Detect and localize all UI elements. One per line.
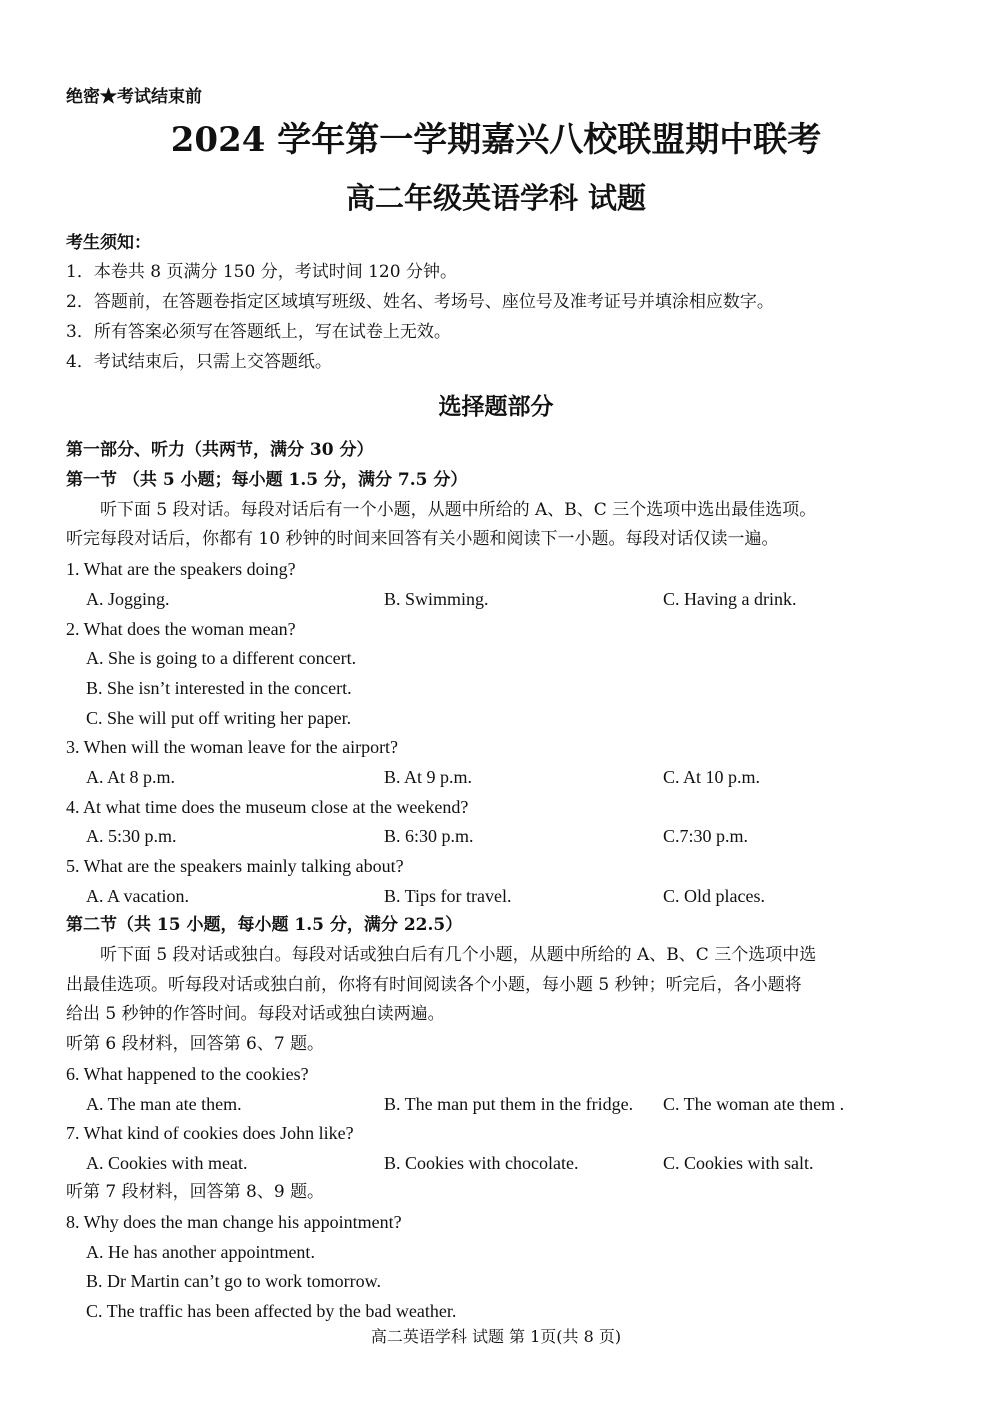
notice-item: 2．答题前，在答题卷指定区域填写班级、姓名、考场号、座位号及准考证号并填涂相应数字。 [66, 292, 774, 312]
section1-instructions: 听下面 5 段对话。每段对话后有一个小题，从题中所给的 A、B、C 三个选项中选出最佳选项。 [100, 500, 817, 520]
option-c: C. Cookies with salt. [663, 1153, 814, 1173]
exam-title: 2024 学年第一学期嘉兴八校联盟期中联考 [170, 120, 822, 160]
section2-instructions: 给出 5 秒钟的作答时间。每段对话或独白读两遍。 [66, 1004, 445, 1024]
exam-subtitle: 高二年级英语学科 试题 [345, 181, 647, 215]
section2-instructions: 出最佳选项。听每段对话或独白前，你将有时间阅读各个小题，每小题 5 秒钟；听完后，各小题将 [66, 975, 802, 995]
section-title: 选择题部分 [438, 393, 554, 420]
option-c: C. At 10 p.m. [663, 767, 761, 787]
option-a: A. The man ate them. [86, 1094, 242, 1114]
option-b: B. Cookies with chocolate. [384, 1153, 579, 1173]
question-4: 4. At what time does the museum close at the weekend? [66, 797, 469, 817]
option-c: C. Having a drink. [663, 589, 797, 609]
question-5: 5. What are the speakers mainly talking about? [66, 856, 404, 876]
question-3: 3. When will the woman leave for the airport? [66, 737, 399, 757]
option-c: C. The woman ate them . [663, 1094, 845, 1114]
confidential-label: 绝密★考试结束前 [66, 87, 202, 107]
option-a: A. At 8 p.m. [86, 767, 176, 787]
option-a: A. A vacation. [86, 886, 189, 906]
option-b: B. Tips for travel. [384, 886, 512, 906]
option-a: A. She is going to a different concert. [86, 648, 357, 668]
option-c: C. Old places. [663, 886, 765, 906]
option-b: B. She isn’t interested in the concert. [86, 678, 352, 698]
notice-item: 1．本卷共 8 页满分 150 分，考试时间 120 分钟。 [66, 262, 457, 282]
option-b: B. The man put them in the fridge. [384, 1094, 634, 1114]
notice-item: 3．所有答案必须写在答题纸上，写在试卷上无效。 [66, 322, 451, 342]
notice-item: 4．考试结束后，只需上交答题纸。 [66, 352, 332, 372]
option-b: B. Swimming. [384, 589, 489, 609]
section1-instructions: 听完每段对话后，你都有 10 秒钟的时间来回答有关小题和阅读下一小题。每段对话仅读一遍。 [66, 529, 779, 549]
material-label-6: 听第 6 段材料，回答第 6、7 题。 [66, 1034, 325, 1054]
question-7: 7. What kind of cookies does John like? [66, 1123, 354, 1143]
question-1: 1. What are the speakers doing? [66, 559, 296, 579]
section2-instructions: 听下面 5 段对话或独白。每段对话或独白后有几个小题，从题中所给的 A、B、C 三个选项中选 [100, 945, 817, 965]
material-label-7: 听第 7 段材料，回答第 8、9 题。 [66, 1182, 325, 1202]
section2-heading: 第二节（共 15 小题，每小题 1.5 分，满分 22.5） [66, 915, 463, 935]
question-8: 8. Why does the man change his appointment? [66, 1212, 402, 1232]
option-b: B. At 9 p.m. [384, 767, 473, 787]
option-a: A. 5:30 p.m. [86, 826, 177, 846]
page-footer: 高二英语学科 试题 第 1页(共 8 页) [370, 1327, 622, 1346]
option-a: A. He has another appointment. [86, 1242, 315, 1262]
part1-heading: 第一部分、听力（共两节，满分 30 分） [66, 440, 374, 460]
option-b: B. 6:30 p.m. [384, 826, 474, 846]
question-6: 6. What happened to the cookies? [66, 1064, 309, 1084]
option-a: A. Jogging. [86, 589, 170, 609]
option-b: B. Dr Martin can’t go to work tomorrow. [86, 1271, 381, 1291]
option-c: C. The traffic has been affected by the bad weather. [86, 1301, 457, 1321]
notice-heading: 考生须知： [66, 233, 151, 253]
question-2: 2. What does the woman mean? [66, 619, 296, 639]
option-c: C.7:30 p.m. [663, 826, 749, 846]
option-a: A. Cookies with meat. [86, 1153, 248, 1173]
section1-heading: 第一节 （共 5 小题；每小题 1.5 分，满分 7.5 分） [66, 470, 468, 490]
option-c: C. She will put off writing her paper. [86, 708, 352, 728]
